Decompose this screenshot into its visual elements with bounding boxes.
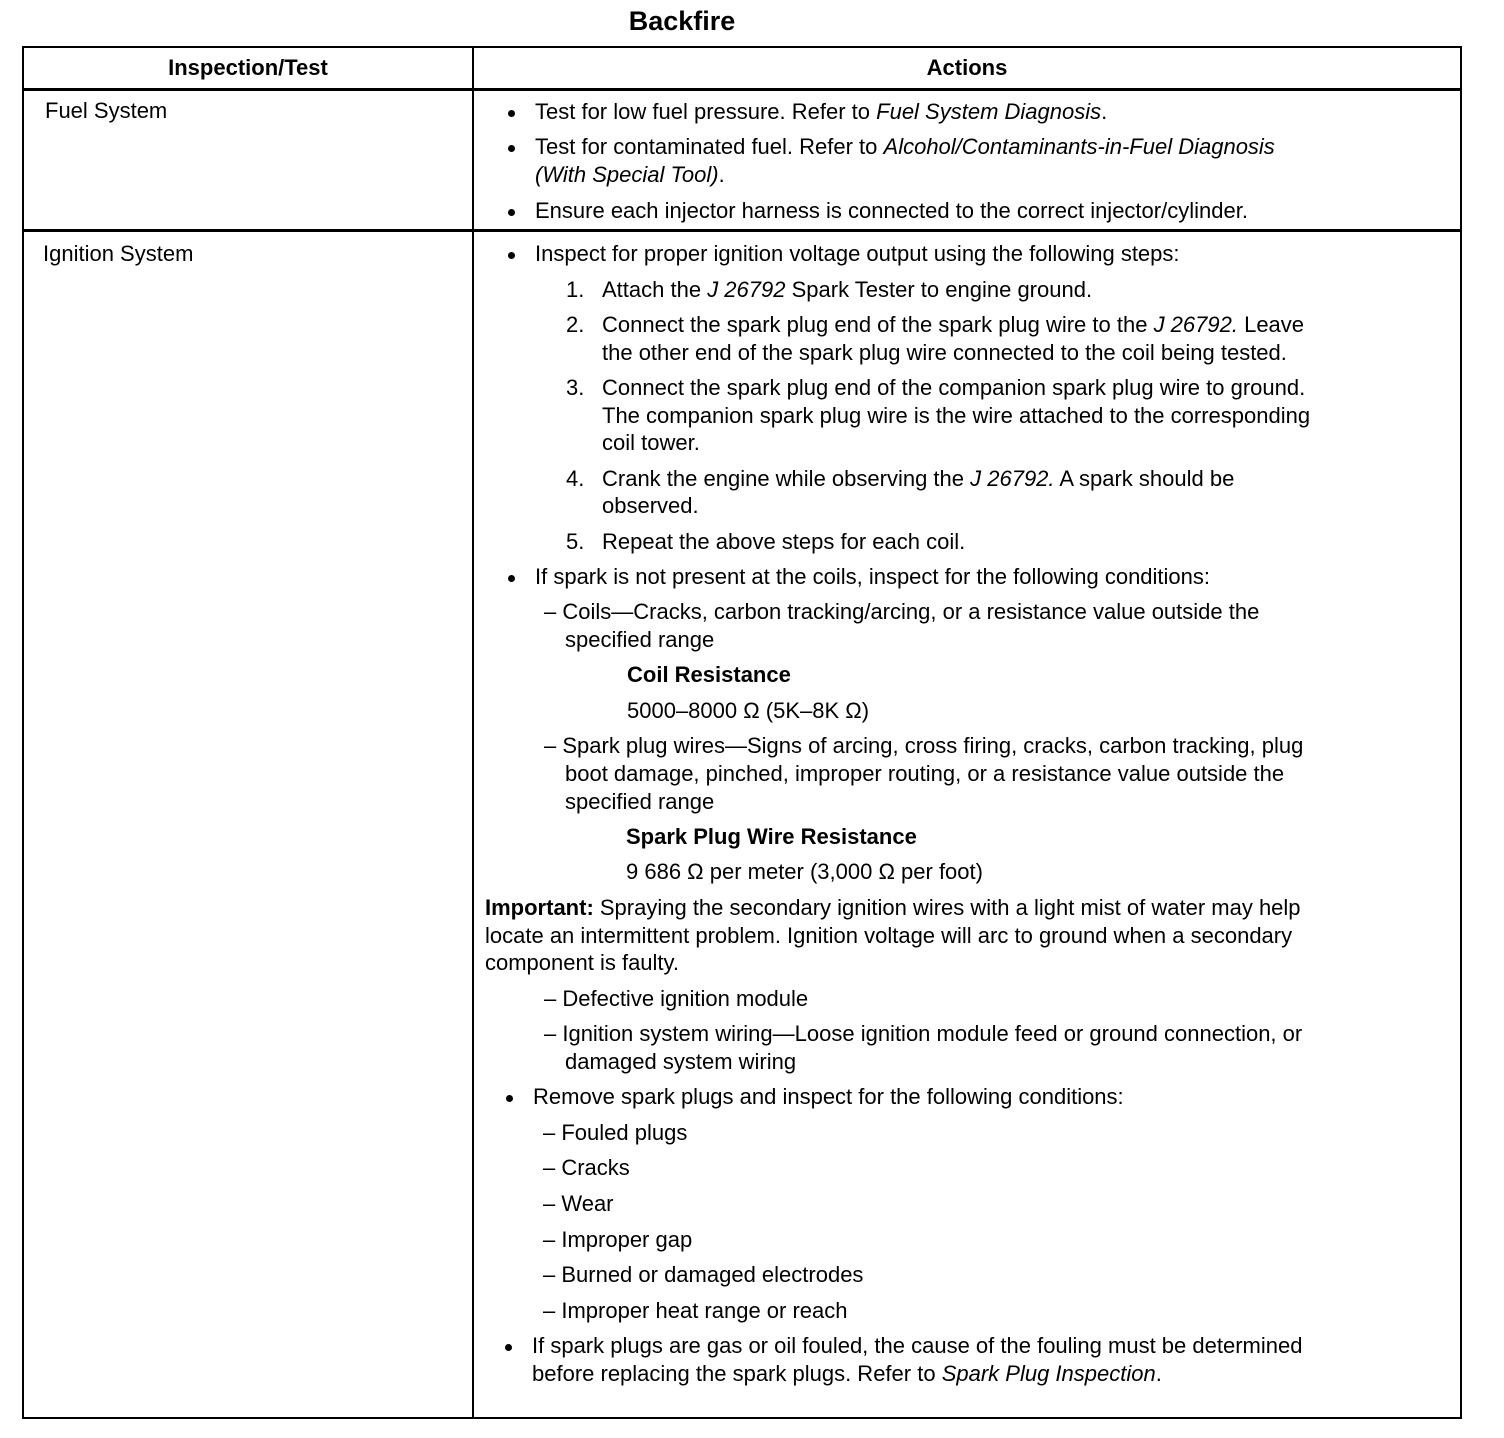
condition-item: – Coils—Cracks, carbon tracking/arcing, or a resistance value outside the xyxy=(544,599,1260,624)
condition-item: boot damage, pinched, improper routing, or a resistance value outside the xyxy=(565,761,1285,786)
condition-item: – Fouled plugs xyxy=(543,1120,688,1145)
step-text: Attach the J 26792 Spark Tester to engine ground. xyxy=(602,277,1093,302)
step-text: Crank the engine while observing the J 26792. A spark should be xyxy=(602,466,1235,491)
column-divider xyxy=(472,46,474,1419)
important-note: locate an intermittent problem. Ignition voltage will arc to ground when a secondary xyxy=(485,923,1293,948)
condition-item: – Spark plug wires—Signs of arcing, cross firing, cracks, carbon tracking, plug xyxy=(544,733,1304,758)
tool-ref: J 26792 xyxy=(707,277,786,302)
inspection-cell: Ignition System xyxy=(43,241,194,266)
action-bullet: Test for contaminated fuel. Refer to Alcohol/Contaminants-in-Fuel Diagnosis xyxy=(535,134,1275,159)
condition-item: – Defective ignition module xyxy=(544,986,809,1011)
step-text: the other end of the spark plug wire connected to the coil being tested. xyxy=(602,340,1287,365)
spec-value: 9 686 Ω per meter (3,000 Ω per foot) xyxy=(626,859,983,884)
inspection-cell: Fuel System xyxy=(45,98,168,123)
action-continuation: (With Special Tool). xyxy=(535,162,725,187)
tool-ref: J 26792. xyxy=(1153,312,1238,337)
reference-link[interactable]: Spark Plug Inspection xyxy=(941,1361,1156,1386)
reference-link[interactable]: Alcohol/Contaminants-in-Fuel Diagnosis xyxy=(883,134,1275,159)
condition-item: – Wear xyxy=(543,1191,614,1216)
action-bullet: If spark plugs are gas or oil fouled, the cause of the fouling must be determined xyxy=(532,1333,1303,1358)
column-header-inspection: Inspection/Test xyxy=(168,55,328,80)
reference-link[interactable]: (With Special Tool) xyxy=(535,162,719,187)
step-text: Connect the spark plug end of the spark plug wire to the J 26792. Leave xyxy=(602,312,1305,337)
spec-value: 5000–8000 Ω (5K–8K Ω) xyxy=(627,698,870,723)
condition-item: specified range xyxy=(565,789,715,814)
header-divider xyxy=(22,88,1462,91)
step-number: 4. xyxy=(566,466,585,491)
page-title: Backfire xyxy=(628,6,736,36)
condition-item: – Cracks xyxy=(543,1155,630,1180)
condition-item: specified range xyxy=(565,627,715,652)
step-text: Connect the spark plug end of the companion spark plug wire to ground. xyxy=(602,375,1306,400)
action-bullet: Ensure each injector harness is connected to the correct injector/cylinder. xyxy=(535,198,1248,223)
row-divider xyxy=(22,229,1462,232)
column-header-actions: Actions xyxy=(926,55,1008,80)
condition-item: – Improper heat range or reach xyxy=(543,1298,848,1323)
step-number: 3. xyxy=(566,375,585,400)
action-bullet: Remove spark plugs and inspect for the following conditions: xyxy=(533,1084,1124,1109)
step-text: Repeat the above steps for each coil. xyxy=(602,529,966,554)
spec-label: Spark Plug Wire Resistance xyxy=(626,824,917,849)
action-continuation: before replacing the spark plugs. Refer to Spark Plug Inspection. xyxy=(532,1361,1162,1386)
condition-item: – Ignition system wiring—Loose ignition module feed or ground connection, or xyxy=(544,1021,1303,1046)
spec-label: Coil Resistance xyxy=(627,662,791,687)
important-label: Important: xyxy=(485,895,594,920)
action-bullet: If spark is not present at the coils, inspect for the following conditions: xyxy=(535,564,1211,589)
condition-item: – Burned or damaged electrodes xyxy=(543,1262,864,1287)
step-number: 5. xyxy=(566,529,585,554)
tool-ref: J 26792. xyxy=(970,466,1055,491)
step-text: observed. xyxy=(602,493,699,518)
important-note: component is faulty. xyxy=(485,950,680,975)
important-note: Important: Spraying the secondary ignition wires with a light mist of water may help xyxy=(485,895,1301,920)
condition-item: – Improper gap xyxy=(543,1227,693,1252)
step-number: 1. xyxy=(566,277,585,302)
action-bullet: Test for low fuel pressure. Refer to Fuel System Diagnosis. xyxy=(535,99,1108,124)
action-bullet: Inspect for proper ignition voltage output using the following steps: xyxy=(535,241,1180,266)
reference-link[interactable]: Fuel System Diagnosis xyxy=(876,99,1102,124)
step-number: 2. xyxy=(566,312,585,337)
condition-item: damaged system wiring xyxy=(565,1049,797,1074)
step-text: The companion spark plug wire is the wire attached to the corresponding xyxy=(602,403,1311,428)
step-text: coil tower. xyxy=(602,430,700,455)
